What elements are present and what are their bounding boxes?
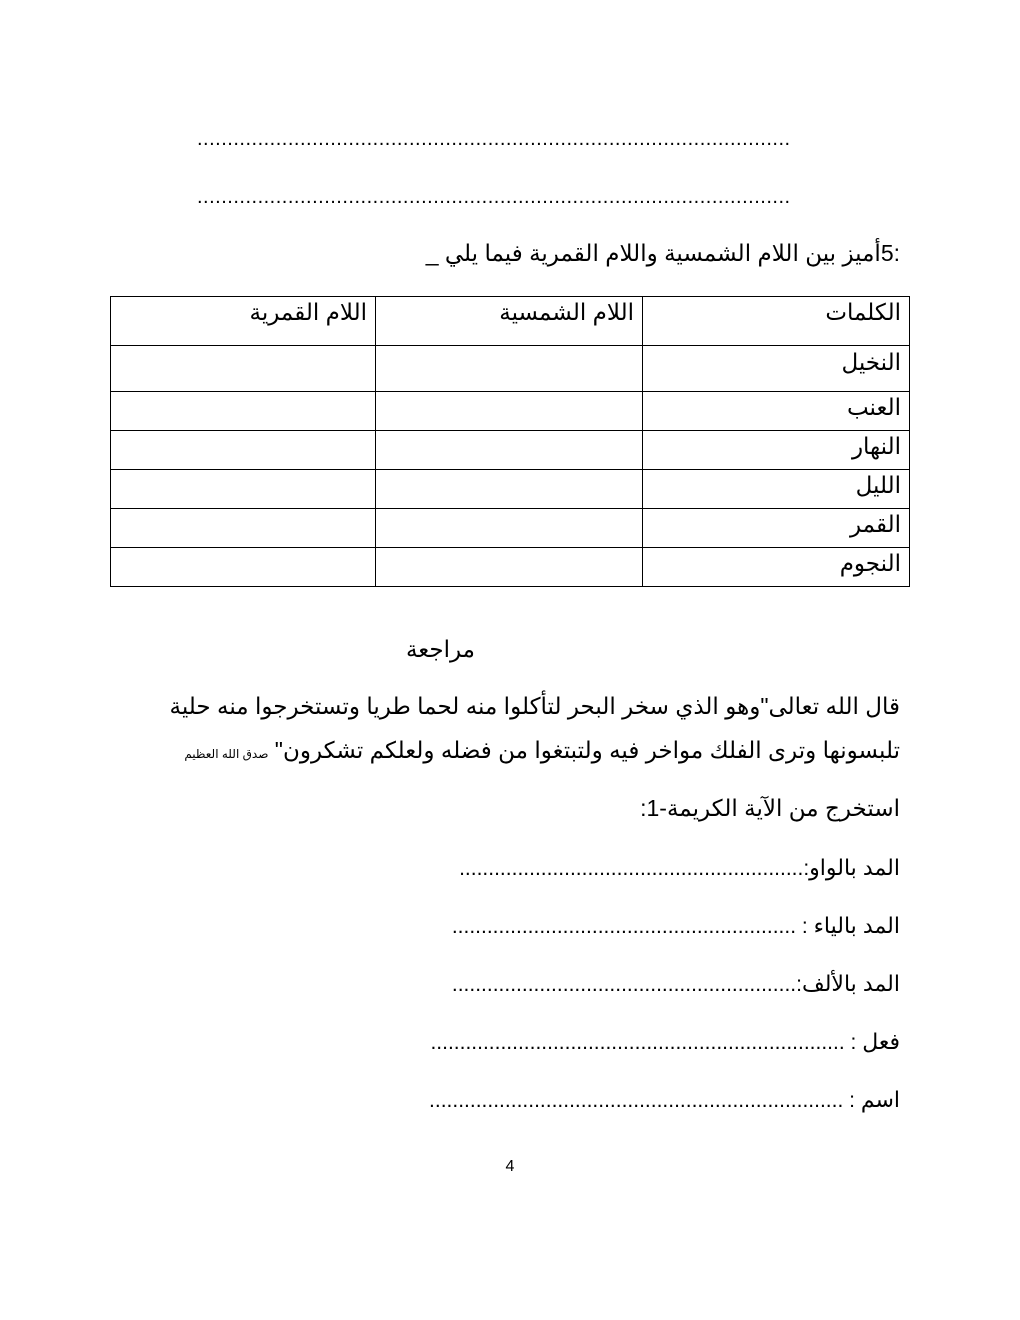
field-madd-ya[interactable] xyxy=(452,913,900,939)
field-dots: ........................................................... xyxy=(451,973,797,996)
header-words: الكلمات xyxy=(643,297,910,346)
qamariya-cell[interactable] xyxy=(111,548,376,587)
shamsiya-cell[interactable] xyxy=(376,509,643,548)
header-qamariya: اللام القمرية xyxy=(111,297,376,346)
field-label: المد بالياء xyxy=(813,913,900,938)
qamariya-cell[interactable] xyxy=(111,346,376,392)
word-cell: الليل xyxy=(643,470,910,509)
field-label: المد بالألف xyxy=(801,971,900,996)
qamariya-cell[interactable] xyxy=(111,509,376,548)
table-row xyxy=(111,431,910,470)
shamsiya-cell[interactable] xyxy=(376,431,643,470)
table-row xyxy=(111,509,910,548)
table-header-row xyxy=(111,297,910,346)
field-separator: : xyxy=(796,973,802,996)
word-cell: النجوم xyxy=(643,548,910,587)
field-dots: ........................................................... xyxy=(451,915,797,938)
table-row xyxy=(111,548,910,587)
table-row xyxy=(111,392,910,431)
field-madd-alif[interactable] xyxy=(452,971,900,997)
answer-line-1: .................................................................................................. xyxy=(197,128,791,150)
field-noun[interactable] xyxy=(429,1087,900,1113)
verse-line-2-text: تلبسونها وترى الفلك مواخر فيه ولتبتغوا من فضله ولعلكم تشكرون" xyxy=(274,737,900,763)
field-separator: : xyxy=(796,915,814,938)
verse-line-1: قال الله تعالى"وهو الذي سخر البحر لتأكلوا منه لحما طريا وتستخرجوا منه حلية xyxy=(169,693,900,719)
field-separator: : xyxy=(844,1031,863,1054)
field-madd-waw[interactable] xyxy=(459,855,900,881)
field-label: المد بالواو xyxy=(809,855,900,880)
extract-instruction: استخرج من الآية الكريمة-1: xyxy=(640,795,900,821)
field-separator: : xyxy=(843,1089,861,1112)
field-label: اسم xyxy=(860,1087,900,1112)
qamariya-cell[interactable] xyxy=(111,431,376,470)
word-cell: النخيل xyxy=(643,346,910,392)
field-separator: : xyxy=(803,857,810,880)
field-label: فعل xyxy=(862,1029,900,1054)
page-number: 4 xyxy=(505,1158,515,1175)
qamariya-cell[interactable] xyxy=(111,470,376,509)
word-cell: النهار xyxy=(643,431,910,470)
field-verb[interactable] xyxy=(430,1029,900,1055)
word-cell: العنب xyxy=(643,392,910,431)
table-row xyxy=(111,346,910,392)
shamsiya-cell[interactable] xyxy=(376,346,643,392)
answer-line-2: .................................................................................................. xyxy=(197,186,791,208)
word-cell: القمر xyxy=(643,509,910,548)
lam-classification-table xyxy=(110,296,910,587)
review-title: مراجعة xyxy=(405,636,475,662)
field-dots: ....................................................................... xyxy=(429,1089,844,1112)
verse-line-2 xyxy=(184,737,900,764)
field-dots: ....................................................................... xyxy=(430,1031,845,1054)
header-shamsiya: اللام الشمسية xyxy=(376,297,643,346)
field-dots: ........................................................... xyxy=(459,857,804,880)
question-5-heading: :5أميز بين اللام الشمسية واللام القمرية فيما يلي _ xyxy=(425,240,900,266)
shamsiya-cell[interactable] xyxy=(376,548,643,587)
qamariya-cell[interactable] xyxy=(111,392,376,431)
shamsiya-cell[interactable] xyxy=(376,470,643,509)
table-row xyxy=(111,470,910,509)
shamsiya-cell[interactable] xyxy=(376,392,643,431)
verse-closing: صدق الله العظيم xyxy=(184,747,269,761)
